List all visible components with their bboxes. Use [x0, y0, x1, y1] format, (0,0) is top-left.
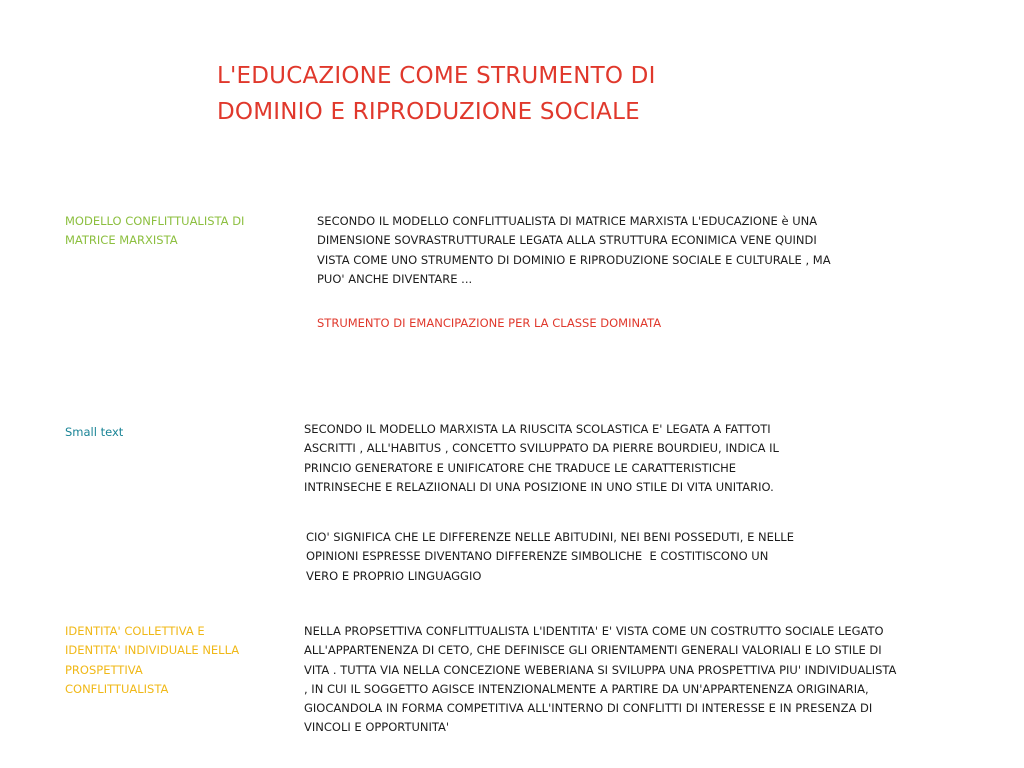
slide-title	[217, 58, 777, 130]
section2-label	[65, 423, 123, 442]
section3-body-line: VITA . TUTTA VIA NELLA CONCEZIONE WEBERIANA SI SVILUPPA UNA PROSPETTIVA PIU' INDIVIDUALISTA	[304, 662, 897, 677]
section3-body-line: VINCOLI E OPPORTUNITA'	[304, 720, 450, 735]
section1-label	[65, 212, 244, 251]
section2-body2-line: OPINIONI ESPRESSE DIVENTANO DIFFERENZE SIMBOLICHE E COSTITISCONO UN	[306, 549, 769, 564]
section1-label-line: MODELLO CONFLITTUALISTA DI	[65, 214, 245, 228]
section3-label-line: IDENTITA' COLLETTIVA E	[65, 624, 205, 638]
section2-body	[304, 420, 779, 497]
section2-body-line: SECONDO IL MODELLO MARXISTA LA RIUSCITA SCOLASTICA E' LEGATA A FATTOTI	[304, 422, 771, 436]
section2-label-text: Small text	[65, 425, 124, 439]
section2-body2-line: VERO E PROPRIO LINGUAGGIO	[306, 568, 482, 583]
section1-highlight-text: STRUMENTO DI EMANCIPAZIONE PER LA CLASSE DOMINATA	[317, 316, 662, 330]
section2-body-line: ASCRITTI , ALL'HABITUS , CONCETTO SVILUPPATO DA PIERRE BOURDIEU, INDICA IL	[304, 441, 779, 456]
section3-body-line: ALL'APPARTENENZA DI CETO, CHE DEFINISCE GLI ORIENTAMENTI GENERALI VALORIALI E LO STILE DI	[304, 643, 882, 658]
section3-label	[65, 622, 239, 699]
section3-body-line: NELLA PROPSETTIVA CONFLITTUALISTA L'IDENTITA' E' VISTA COME UN COSTRUTTO SOCIALE LEGATO	[304, 624, 884, 638]
section1-body-line: DIMENSIONE SOVRASTRUTTURALE LEGATA ALLA STRUTTURA ECONIMICA VENE QUINDI	[317, 233, 817, 248]
section2-body-line: PRINCIO GENERATORE E UNIFICATORE CHE TRADUCE LE CARATTERISTICHE	[304, 460, 737, 475]
section2-body-line: INTRINSECHE E RELAZIIONALI DI UNA POSIZIONE IN UNO STILE DI VITA UNITARIO.	[304, 479, 774, 494]
slide-title-line: L'EDUCAZIONE COME STRUMENTO DI	[217, 63, 656, 89]
section2-body-second	[306, 528, 794, 586]
section3-label-line: PROSPETTIVA	[65, 662, 143, 677]
section1-body-line: PUO' ANCHE DIVENTARE ...	[317, 271, 473, 286]
section2-body2-line: CIO' SIGNIFICA CHE LE DIFFERENZE NELLE ABITUDINI, NEI BENI POSSEDUTI, E NELLE	[306, 530, 794, 544]
section1-body-line: VISTA COME UNO STRUMENTO DI DOMINIO E RIPRODUZIONE SOCIALE E CULTURALE , MA	[317, 252, 831, 267]
section3-body-line: , IN CUI IL SOGGETTO AGISCE INTENZIONALMENTE A PARTIRE DA UN'APPARTENENZA ORIGINARIA,	[304, 681, 869, 696]
section3-label-line: CONFLITTUALISTA	[65, 681, 169, 696]
slide-title-line: DOMINIO E RIPRODUZIONE SOCIALE	[217, 99, 640, 125]
section1-highlight	[317, 314, 661, 333]
section1-body	[317, 212, 831, 289]
section1-label-line: MATRICE MARXISTA	[65, 233, 178, 248]
section3-label-line: IDENTITA' INDIVIDUALE NELLA	[65, 643, 240, 658]
section1-body-line: SECONDO IL MODELLO CONFLITTUALISTA DI MATRICE MARXISTA L'EDUCAZIONE è UNA	[317, 214, 818, 228]
section3-body	[304, 622, 896, 738]
section3-body-line: GIOCANDOLA IN FORMA COMPETITIVA ALL'INTERNO DI CONFLITTI DI INTERESSE E IN PRESENZA DI	[304, 701, 873, 716]
